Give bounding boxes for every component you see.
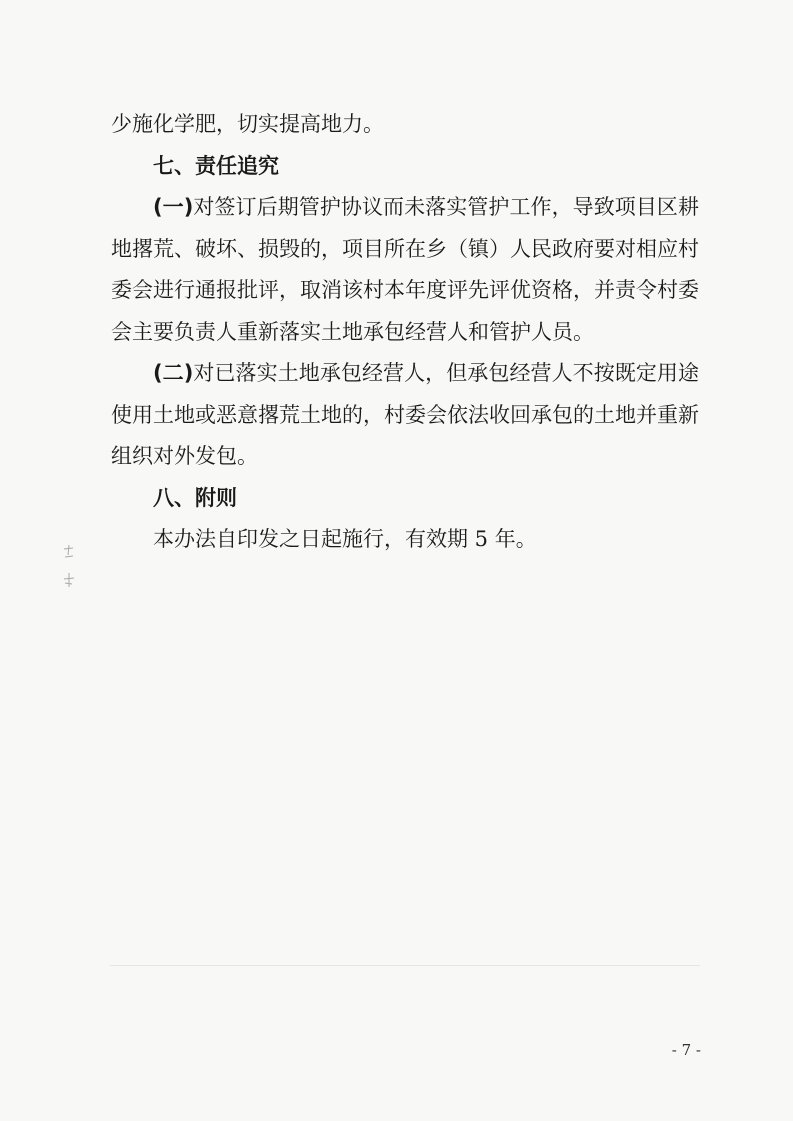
item-1-lead: (一) xyxy=(153,195,194,219)
section-8-heading: 八、附则 xyxy=(153,485,237,510)
document-body xyxy=(111,104,699,561)
item-1-text: 对签订后期管护协议而未落实管护工作，导致项目区耕地撂荒、破坏、损毁的，项目所在乡（镇）人民政府要对相应村委会进行通报批评，取消该村本年度评先评优资格，并责令村委会主要负责人重新落实土地承包经营人和管护人员。 xyxy=(111,195,700,344)
section-7-item-2 xyxy=(111,353,699,478)
section-8-paragraph: 本办法自印发之日起施行，有效期 5 年。 xyxy=(153,527,537,551)
item-2-lead: (二) xyxy=(153,361,194,385)
item-2-text: 对已落实土地承包经营人，但承包经营人不按既定用途使用土地或恶意撂荒土地的，村委会依法收回承包的土地并重新组织对外发包。 xyxy=(111,361,700,468)
continuation-paragraph: 少施化学肥，切实提高地力。 xyxy=(111,112,384,136)
margin-scribble-icon xyxy=(60,543,78,593)
section-7-item-1 xyxy=(111,187,699,353)
bleed-through-rule xyxy=(110,965,700,966)
section-7-heading: 七、责任追究 xyxy=(153,153,279,178)
margin-scribble xyxy=(60,543,78,604)
page-number: - 7 - xyxy=(671,1041,701,1059)
